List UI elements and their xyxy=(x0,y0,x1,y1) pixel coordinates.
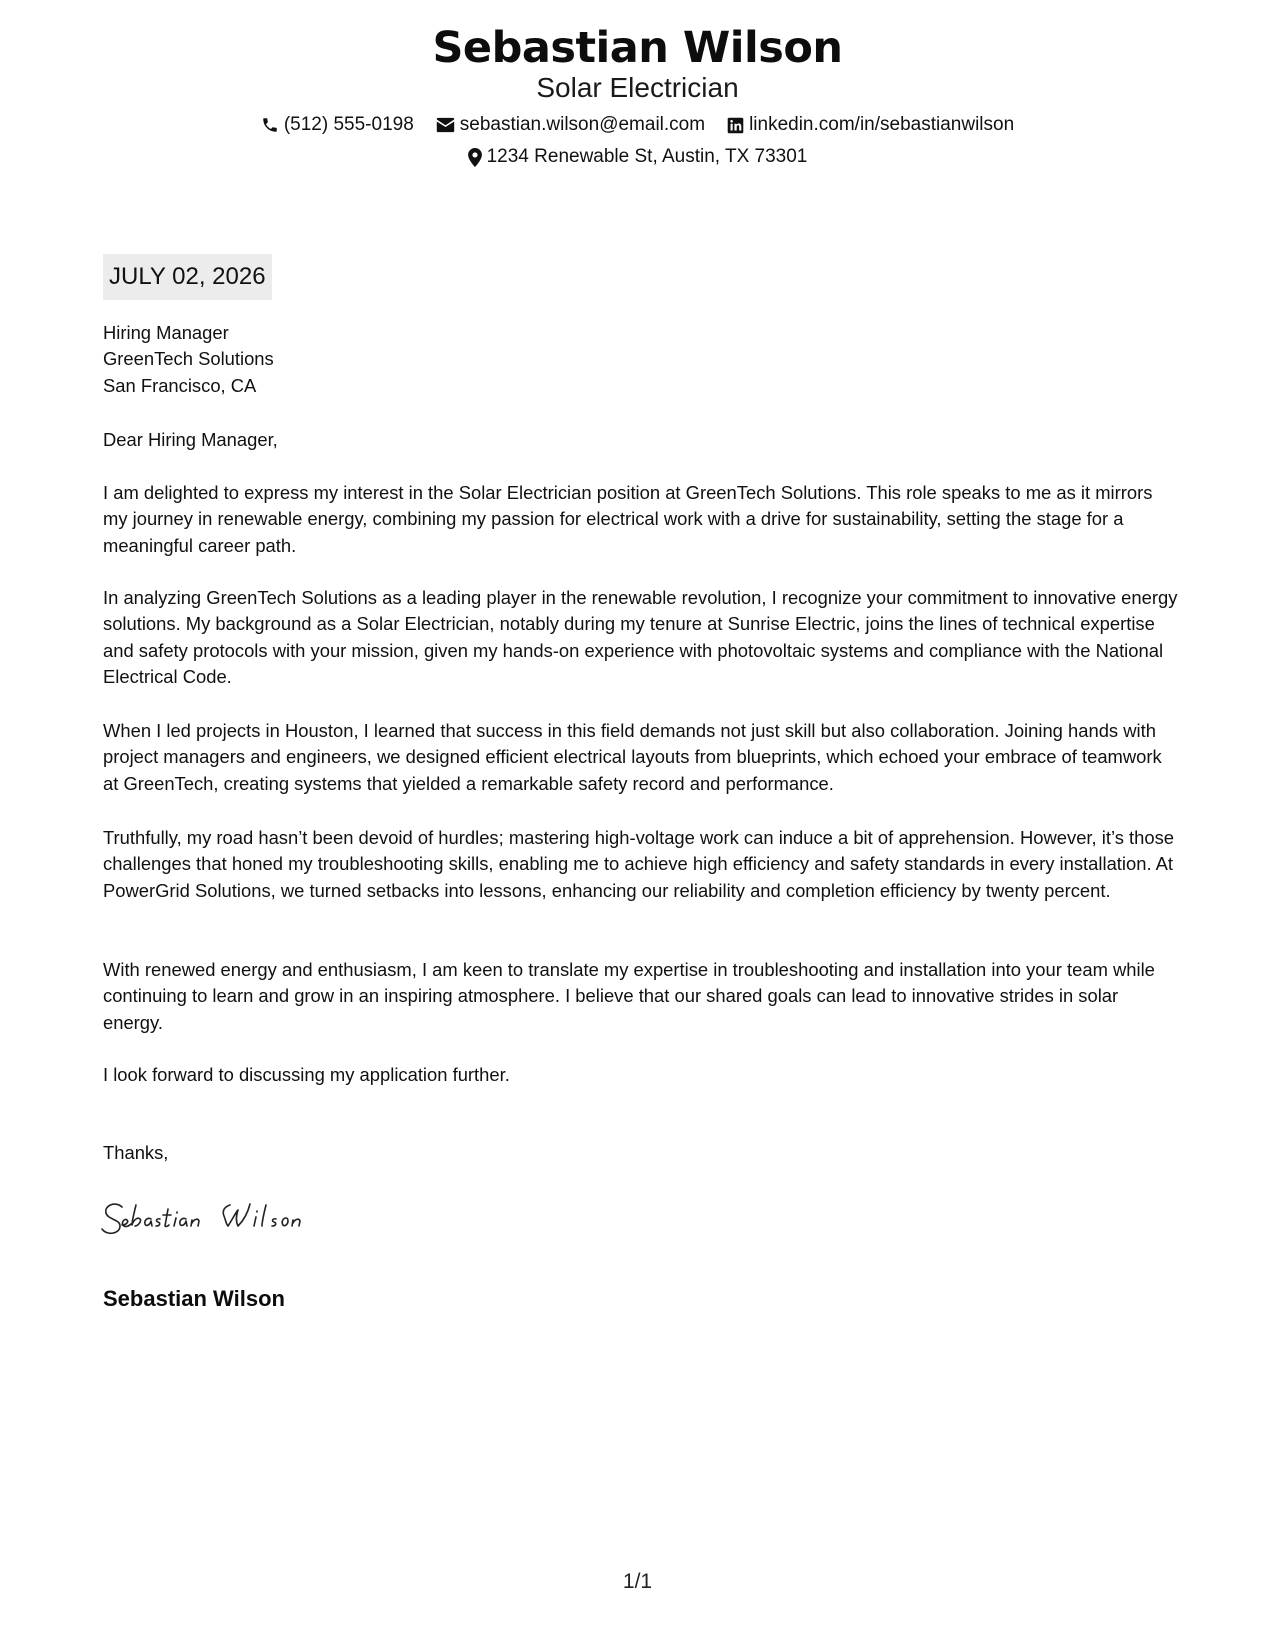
body-paragraph: When I led projects in Houston, I learned that success in this field demands not just skill but also collaboration. Joining hands with project managers and engineers, we designed efficient electrical layouts from blueprints, which echoed your embrace of teamwork at GreenTech, creating systems that yielded a remarkable safety record and performance. xyxy=(103,720,1162,794)
map-pin-icon xyxy=(468,148,487,167)
salutation: Dear Hiring Manager, xyxy=(103,429,278,450)
applicant-role: Solar Electrician xyxy=(536,72,739,103)
contact-row xyxy=(0,112,1275,138)
handwritten-signature xyxy=(100,1193,370,1243)
body-paragraph: I am delighted to express my interest in the Solar Electrician position at GreenTech Solutions. This role speaks to me as it mirrors my journey in renewable energy, combining my passion for electrical work with a drive for sustainability, setting the stage for a meaningful career path. xyxy=(103,482,1153,556)
recipient-line: GreenTech Solutions xyxy=(103,348,274,370)
body-paragraph: In analyzing GreenTech Solutions as a leading player in the renewable revolution, I recognize your commitment to innovative energy solutions. My background as a Solar Electrician, notably during my tenure at Sunrise Electric, joins the lines of technical expertise and safety protocols with your mission, given my hands-on experience with photovoltaic systems and compliance with the National Electrical Code. xyxy=(103,587,1178,688)
body-paragraph: With renewed energy and enthusiasm, I am keen to translate my expertise in troubleshooting and installation into your team while continuing to learn and grow in an inspiring atmosphere. I believe that our shared goals can lead to innovative strides in solar energy. xyxy=(103,959,1155,1033)
email-text: sebastian.wilson@email.com xyxy=(459,114,706,135)
phone-text: (512) 555-0198 xyxy=(283,114,414,135)
recipient-line: San Francisco, CA xyxy=(103,374,257,396)
page-number: 1/1 xyxy=(622,1570,653,1593)
applicant-name: Sebastian Wilson xyxy=(432,23,843,73)
letter-date: JULY 02, 2026 xyxy=(103,254,272,300)
body-paragraph: Truthfully, my road hasn’t been devoid of hurdles; mastering high-voltage work can induce a bit of apprehension. However, it’s those challenges that honed my troubleshooting skills, enabling me to achieve high efficiency and safety standards in every installation. At PowerGrid Solutions, we turned setbacks into lessons, enhancing our reliability and completion efficiency by twenty percent. xyxy=(103,827,1175,901)
contact-phone xyxy=(261,112,414,138)
signer-name: Sebastian Wilson xyxy=(103,1286,285,1311)
phone-icon xyxy=(261,116,284,134)
body-paragraph: I look forward to discussing my application further. xyxy=(103,1064,510,1085)
contact-email xyxy=(436,112,705,138)
address-text: 1234 Renewable St, Austin, TX 73301 xyxy=(486,146,808,167)
closing: Thanks, xyxy=(103,1142,169,1163)
envelope-icon xyxy=(436,117,460,133)
linkedin-icon xyxy=(727,117,749,134)
contact-linkedin xyxy=(727,112,1014,138)
linkedin-text: linkedin.com/in/sebastianwilson xyxy=(749,114,1015,135)
recipient-line: Hiring Manager xyxy=(103,322,229,343)
contact-address-row xyxy=(0,144,1275,170)
recipient-block xyxy=(103,320,1178,399)
contact-address xyxy=(468,144,808,170)
